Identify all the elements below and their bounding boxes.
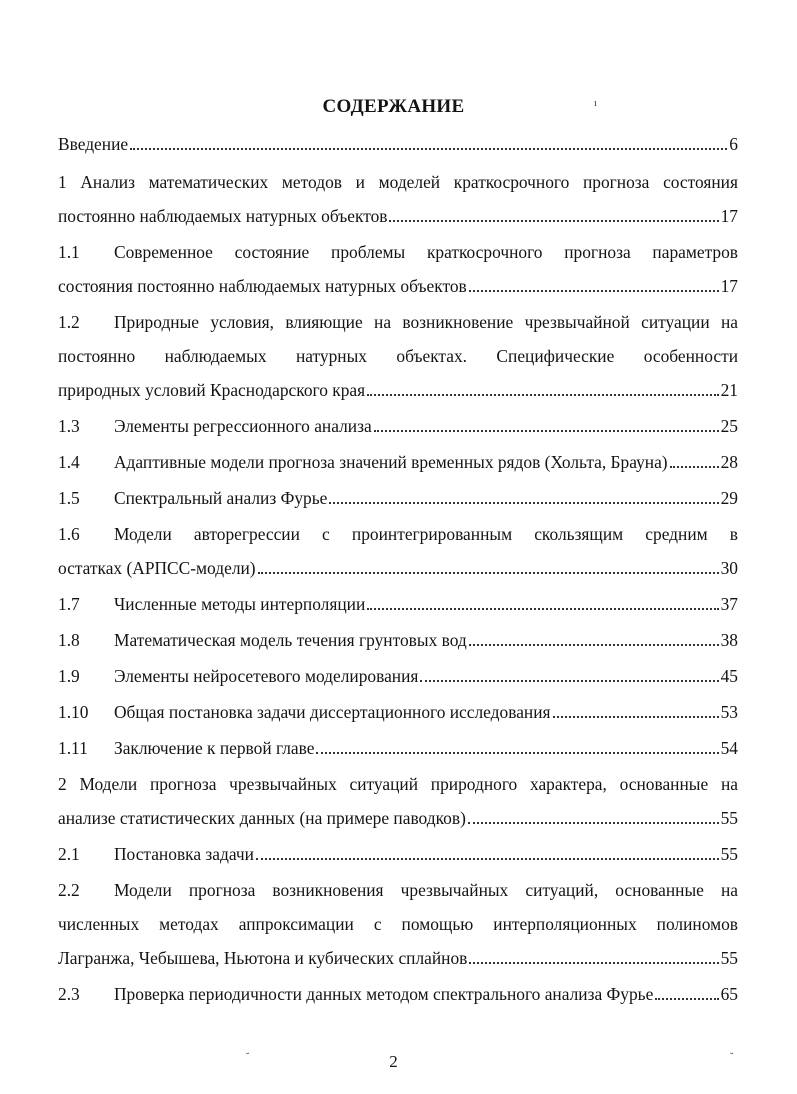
toc-entry-text: Постановка задачи bbox=[114, 844, 254, 864]
toc-entry-text: Лагранжа, Чебышева, Ньютона и кубических сплайнов bbox=[58, 948, 468, 968]
toc-page-number: 21 bbox=[720, 380, 738, 400]
toc-entry-text: Элементы регрессионного анализа bbox=[114, 416, 372, 436]
toc-entry-text: Современное состояние проблемы краткосрочного прогноза параметров bbox=[114, 242, 738, 262]
toc-page-number: 65 bbox=[720, 984, 738, 1004]
toc-section-number: 2.2 bbox=[58, 880, 80, 900]
toc-entry-text: Адаптивные модели прогноза значений временных рядов (Хольта, Брауна) bbox=[114, 452, 668, 472]
toc-entry-text: природных условий Краснодарского края bbox=[58, 380, 366, 400]
toc-page-number: 17 bbox=[720, 276, 738, 296]
toc-page-number: 25 bbox=[720, 416, 738, 436]
scan-speck: ˘ bbox=[730, 1052, 734, 1063]
toc-entry-1-11 bbox=[58, 731, 738, 765]
toc-entry-text: Заключение к первой главе bbox=[114, 738, 315, 758]
toc-section-number: 1.3 bbox=[58, 416, 80, 436]
dot-leader bbox=[655, 998, 718, 1000]
toc-entry-text: Элементы нейросетевого моделирования bbox=[114, 666, 419, 686]
toc-page-number: 17 bbox=[720, 206, 738, 226]
toc-entry-1-1 bbox=[58, 235, 738, 303]
toc-entry-2-1 bbox=[58, 837, 738, 871]
toc-page-number: 28 bbox=[720, 452, 738, 472]
toc-section-number: 1.7 bbox=[58, 594, 80, 614]
dot-leader bbox=[258, 572, 719, 574]
dot-leader bbox=[389, 220, 718, 222]
toc-entry-text: постоянно наблюдаемых натурных объектов bbox=[58, 206, 388, 226]
toc-entry-text: Общая постановка задачи диссертационного исследования bbox=[114, 702, 551, 722]
dot-leader bbox=[469, 644, 719, 646]
toc-entry-text: Модели авторегрессии с проинтегрированным скользящим средним в bbox=[114, 524, 738, 544]
toc-entry-1-9 bbox=[58, 659, 738, 693]
toc-entry-1-5 bbox=[58, 481, 738, 515]
toc-entry-text: Проверка периодичности данных методом спектрального анализа Фурье bbox=[114, 984, 654, 1004]
dot-leader bbox=[256, 858, 719, 860]
toc-page-number: 54 bbox=[720, 738, 738, 758]
toc-page-number: 38 bbox=[720, 630, 738, 650]
toc-entry-chapter-2 bbox=[58, 767, 738, 835]
toc-page-number: 30 bbox=[720, 558, 738, 578]
toc-section-number: 1.1 bbox=[58, 242, 80, 262]
dot-leader bbox=[670, 466, 719, 468]
scan-speck: ˘ bbox=[246, 1052, 250, 1063]
toc-entry-text: 1 Анализ математических методов и моделей краткосрочного прогноза состояния bbox=[58, 172, 738, 192]
toc-entry-text: Численные методы интерполяции bbox=[114, 594, 366, 614]
toc-entry-text: Введение bbox=[58, 134, 129, 154]
toc-entry-text: остатках (АРПСС-модели) bbox=[58, 558, 256, 578]
dot-leader bbox=[469, 962, 718, 964]
toc-page-number: 55 bbox=[720, 844, 738, 864]
toc-section-number: 1.10 bbox=[58, 702, 89, 722]
toc-entry-1-7 bbox=[58, 587, 738, 621]
toc-entry-text: численных методах аппроксимации с помощью интерполяционных полиномов bbox=[58, 914, 738, 934]
toc-page-number: 55 bbox=[720, 948, 738, 968]
toc-entry-1-8 bbox=[58, 623, 738, 657]
toc-entry-1-3 bbox=[58, 409, 738, 443]
toc-page-number: 53 bbox=[720, 702, 738, 722]
toc-section-number: 1.6 bbox=[58, 524, 80, 544]
toc-entry-text: анализе статистических данных (на примере паводков) bbox=[58, 808, 466, 828]
toc-section-number: 1.8 bbox=[58, 630, 80, 650]
toc-section-number: 2.3 bbox=[58, 984, 80, 1004]
toc-entry-chapter-1 bbox=[58, 165, 738, 233]
scan-speck: ı bbox=[594, 98, 597, 109]
toc-entry-text: Математическая модель течения грунтовых вод bbox=[114, 630, 467, 650]
toc-entry-1-6 bbox=[58, 517, 738, 585]
dot-leader bbox=[374, 430, 719, 432]
dot-leader bbox=[469, 290, 719, 292]
toc-entry-2-2 bbox=[58, 873, 738, 975]
table-of-contents bbox=[58, 127, 738, 1011]
toc-page-number: 29 bbox=[720, 488, 738, 508]
dot-leader bbox=[553, 716, 719, 718]
page-number: 2 bbox=[389, 1052, 398, 1071]
toc-entry-intro bbox=[58, 127, 738, 161]
document-title: СОДЕРЖАНИЕ bbox=[322, 96, 465, 117]
toc-section-number: 1.5 bbox=[58, 488, 80, 508]
toc-entry-text: Модели прогноза возникновения чрезвычайных ситуаций, основанные на bbox=[114, 880, 738, 900]
toc-section-number: 1.4 bbox=[58, 452, 80, 472]
dot-leader bbox=[329, 502, 718, 504]
toc-entry-1-2 bbox=[58, 305, 738, 407]
toc-page-number: 55 bbox=[720, 808, 738, 828]
toc-entry-2-3 bbox=[58, 977, 738, 1011]
toc-section-number: 1.9 bbox=[58, 666, 80, 686]
toc-section-number: 1.11 bbox=[58, 738, 88, 758]
dot-leader bbox=[468, 822, 719, 824]
toc-entry-1-4 bbox=[58, 445, 738, 479]
toc-entry-text: постоянно наблюдаемых натурных объектах. Специфические особенности bbox=[58, 346, 738, 366]
toc-section-number: 2.1 bbox=[58, 844, 80, 864]
toc-entry-text: Природные условия, влияющие на возникновение чрезвычайной ситуации на bbox=[114, 312, 738, 332]
toc-entry-text: Спектральный анализ Фурье bbox=[114, 488, 328, 508]
dot-leader bbox=[316, 752, 718, 754]
toc-page-number: 6 bbox=[729, 134, 738, 154]
dot-leader bbox=[367, 608, 718, 610]
toc-entry-text: состояния постоянно наблюдаемых натурных объектов bbox=[58, 276, 467, 296]
toc-entry-text: 2 Модели прогноза чрезвычайных ситуаций природного характера, основанные на bbox=[58, 774, 738, 794]
toc-page-number: 45 bbox=[720, 666, 738, 686]
toc-page-number: 37 bbox=[720, 594, 738, 614]
dot-leader bbox=[130, 148, 727, 150]
toc-entry-1-10 bbox=[58, 695, 738, 729]
toc-section-number: 1.2 bbox=[58, 312, 80, 332]
dot-leader bbox=[367, 394, 718, 396]
dot-leader bbox=[420, 680, 718, 682]
